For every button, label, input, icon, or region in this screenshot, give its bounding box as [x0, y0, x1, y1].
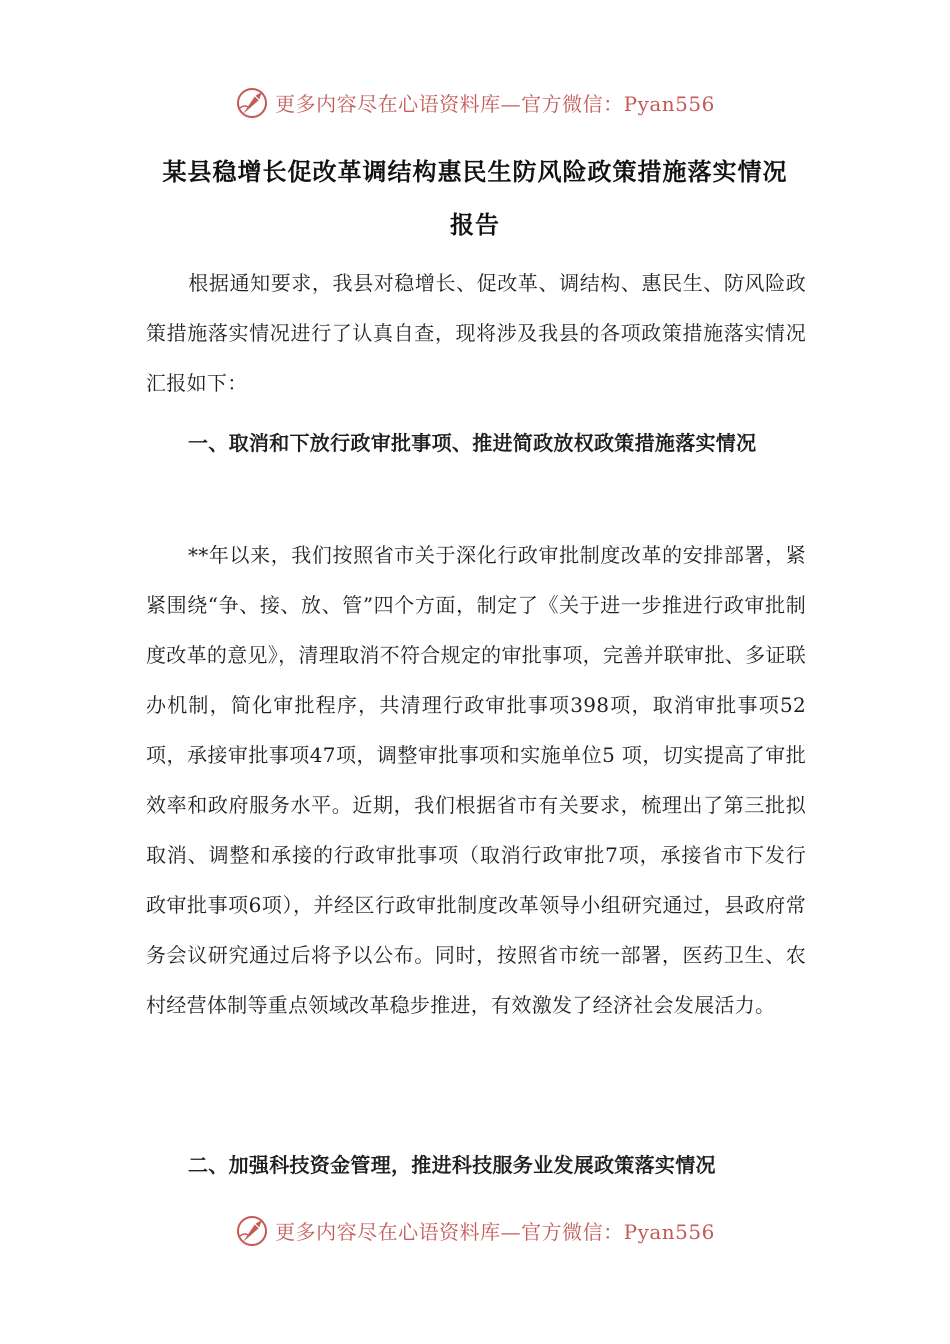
pen-nib-icon: [235, 84, 271, 120]
section1-body-text: **年以来，我们按照省市关于深化行政审批制度改革的安排部署，紧紧围绕“争、接、放、管”四个方面，制定了《关于进一步推进行政审批制度改革的意见》，清理取消不符合规定的审批事项，完善并联审批、多证联办机制，简化审批程序，共清理行政审批事项398项，取消审批事项52项，承接审批事项47项，调整审批事项和实施单位5 项，切实提高了审批效率和政府服务水平。近期，我们根据省市有关要求，梳理出了第三批拟取消、调整和承接的行政审批事项（取消行政审批7项，承接省市下发行政审批事项6项），并经区行政审批制度改革领导小组研究通过，县政府常务会议研究通过后将予以公布。同时，按照省市统一部署，医药卫生、农村经营体制等重点领域改革稳步推进，有效激发了经济社会发展活力。: [146, 543, 806, 1017]
section1-body: [146, 530, 806, 1030]
section1-heading: [146, 418, 806, 468]
pen-nib-icon: [235, 1212, 271, 1248]
watermark-text: 更多内容尽在心语资料库—官方微信：Pyan556: [275, 1219, 715, 1244]
watermark-banner-bottom: [0, 1210, 950, 1250]
document-title-line1: 某县稳增长促改革调结构惠民生防风险政策措施落实情况: [162, 157, 788, 186]
intro-paragraph: [146, 258, 806, 408]
document-title-line2: 报告: [450, 210, 500, 239]
section2-heading-text: 二、加强科技资金管理，推进科技服务业发展政策落实情况: [188, 1153, 716, 1177]
section2-heading: [146, 1140, 806, 1190]
intro-text: 根据通知要求，我县对稳增长、促改革、调结构、惠民生、防风险政策措施落实情况进行了认真自查，现将涉及我县的各项政策措施落实情况汇报如下：: [146, 271, 806, 395]
watermark-text: 更多内容尽在心语资料库—官方微信：Pyan556: [275, 91, 715, 116]
watermark-banner-top: [0, 82, 950, 122]
section1-heading-text: 一、取消和下放行政审批事项、推进简政放权政策措施落实情况: [188, 431, 757, 455]
